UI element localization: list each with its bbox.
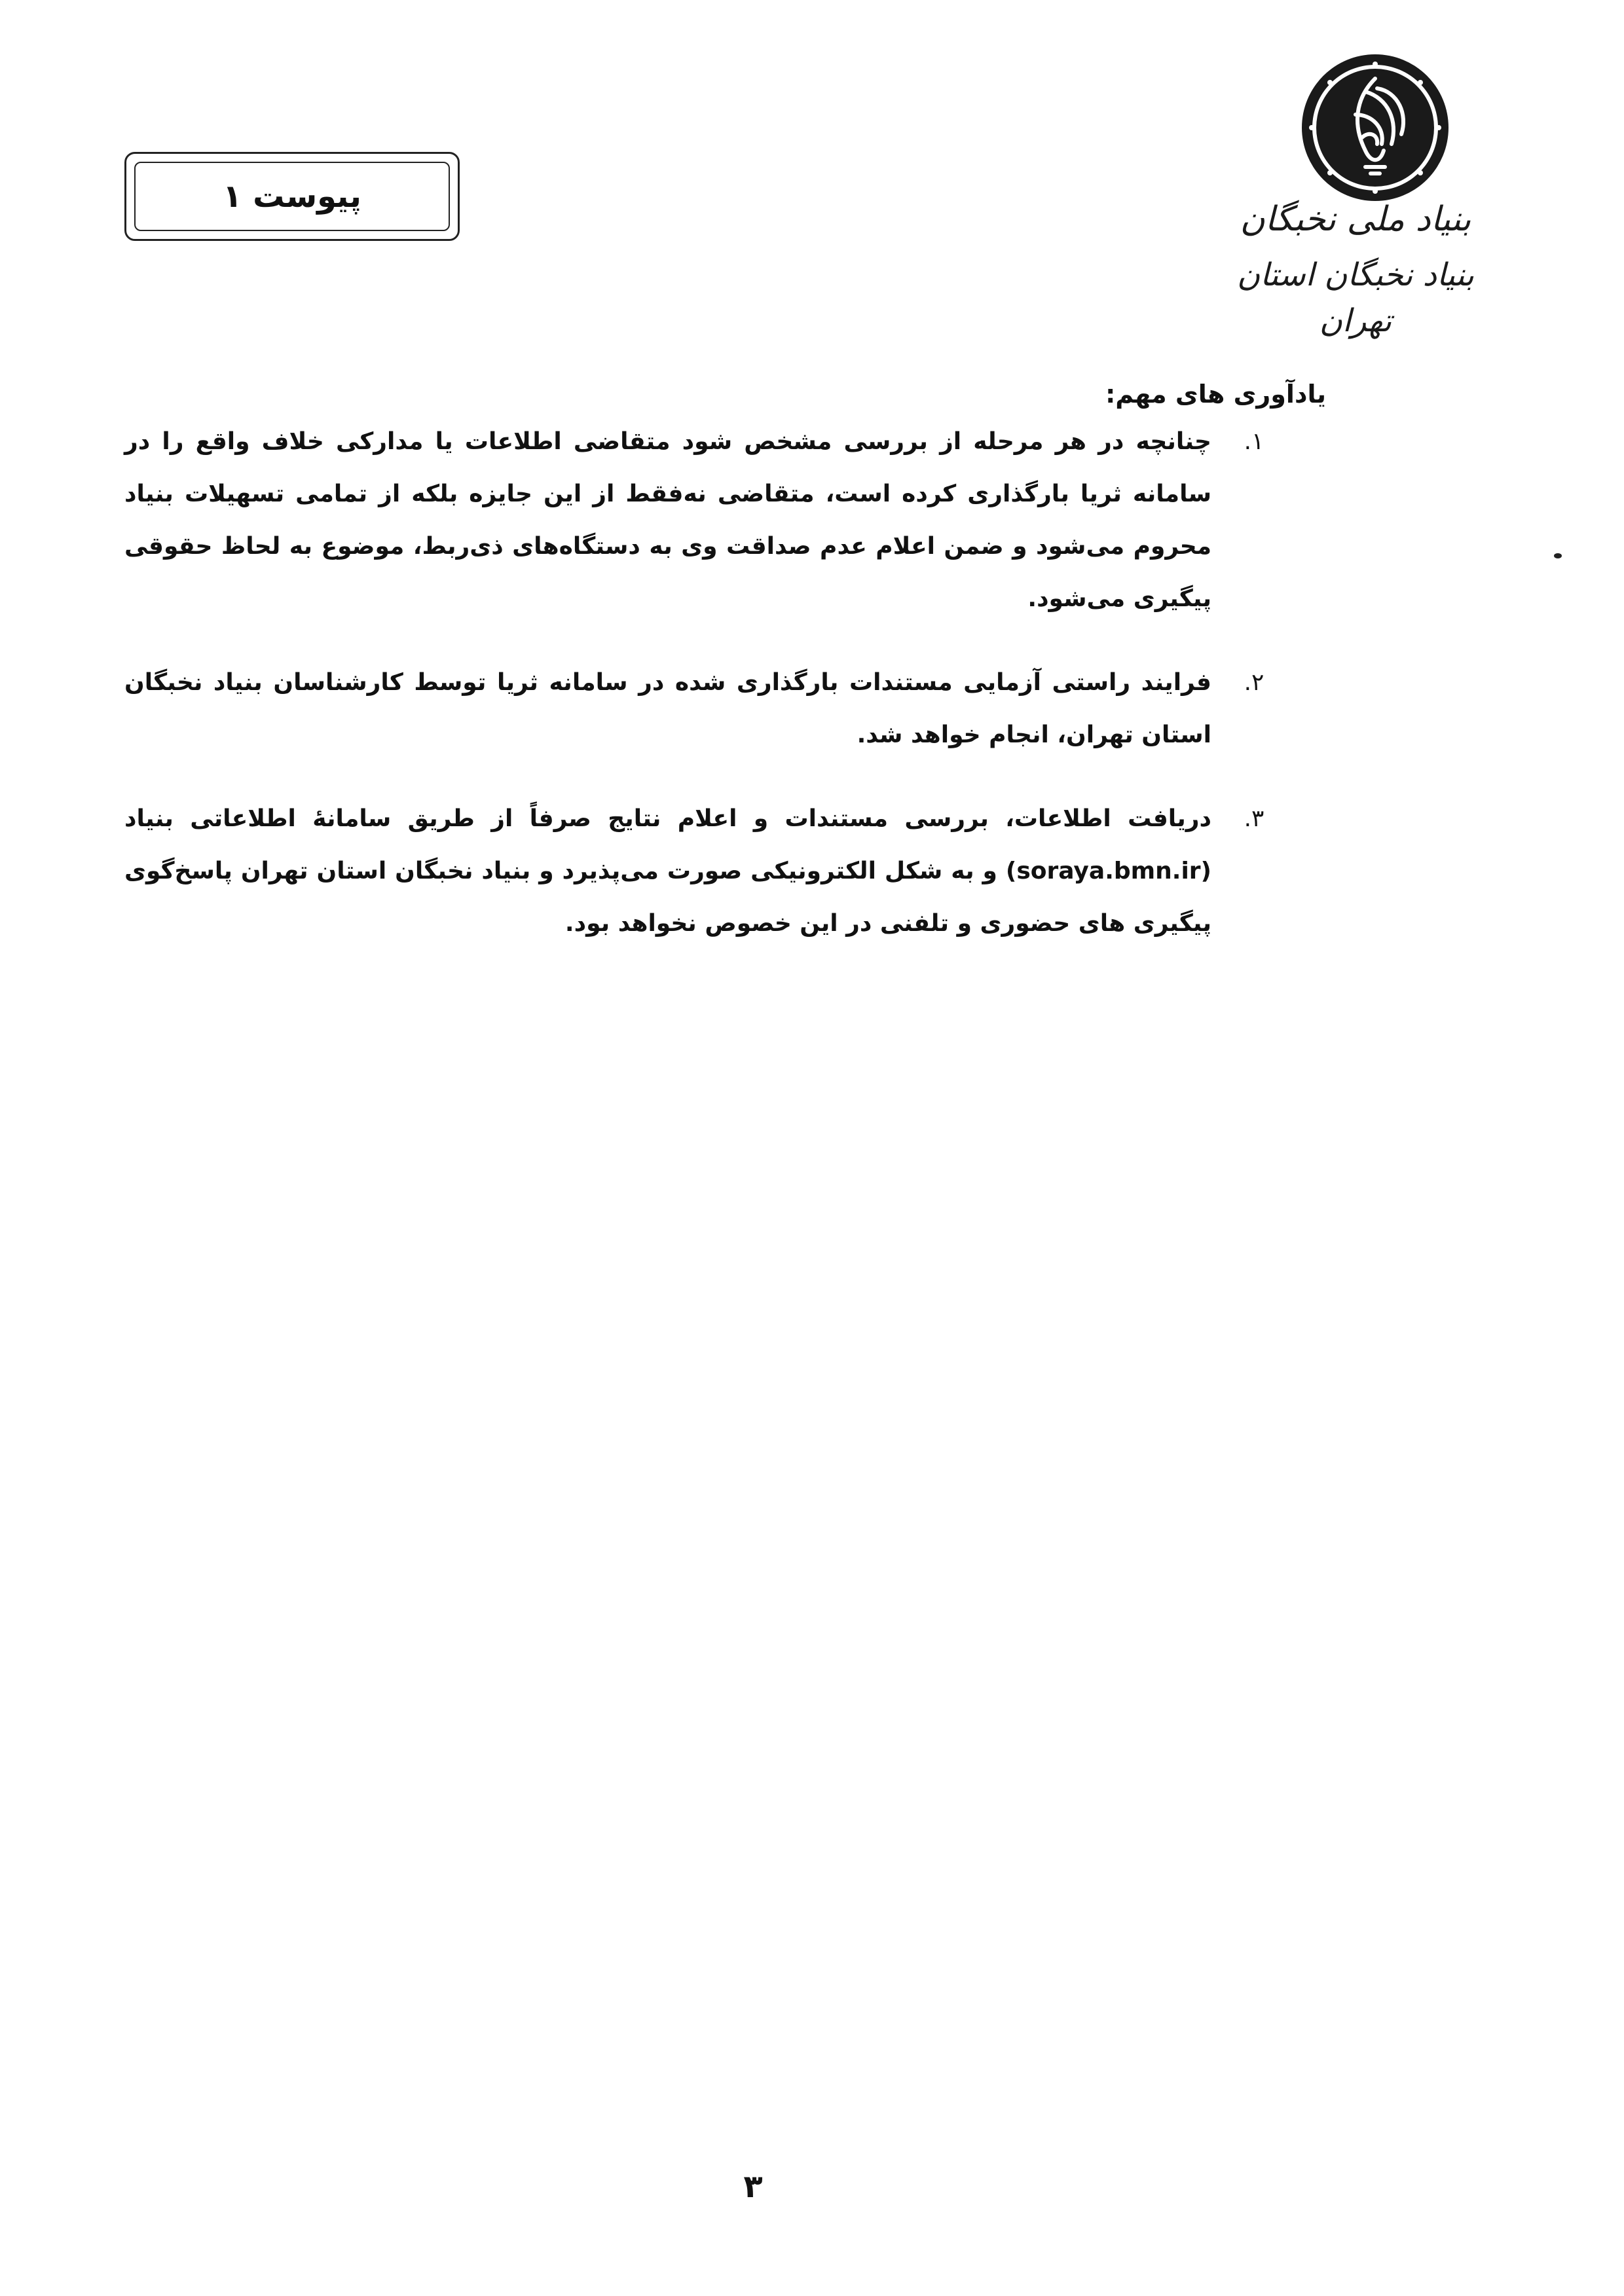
list-item-number: ۲. — [1244, 669, 1264, 696]
list-item-text: دریافت اطلاعات، بررسی مستندات و اعلام نتایج صرفاً از طریق سامانهٔ اطلاعاتی بنیاد (soraya.bmn.ir) و به شکل الکترونیکی صورت می‌پذیرد و بنیاد نخبگان استان تهران پاسخ‌گوی پیگیری های حضوری و تلفنی در این خصوص نخواهد بود. — [124, 805, 1211, 937]
reminders-list — [124, 416, 1277, 950]
scan-mark — [1554, 553, 1562, 558]
organization-subname: بنیاد نخبگان استان تهران — [1237, 257, 1474, 339]
list-item-number: ۱. — [1244, 428, 1264, 455]
list-item-text: فرایند راستی آزمایی مستندات بارگذاری شده در سامانه ثریا توسط کارشناسان بنیاد نخبگان استان تهران، انجام خواهد شد. — [124, 669, 1211, 748]
attachment-label-frame — [134, 162, 450, 231]
list-item-text: چنانچه در هر مرحله از بررسی مشخص شود متقاضی اطلاعات یا مدارکی خلاف واقع را در سامانه ثریا بارگذاری کرده است، متقاضی نه‌فقط از این جایزه بلکه از تمامی تسهیلات بنیاد محروم می‌شود و ضمن اعلام عدم صداقت وی به دستگاه‌های ذی‌ربط، موضوع به لحاظ حقوقی پیگیری می‌شود. — [124, 428, 1211, 612]
reminders-heading: یادآوری های مهم: — [1105, 380, 1326, 409]
page-number: ۳ — [743, 2168, 763, 2205]
list-item — [124, 416, 1277, 625]
list-item — [124, 793, 1277, 950]
attachment-label: پیوست ۱ — [223, 178, 361, 215]
organization-name: بنیاد ملی نخبگان — [1240, 200, 1471, 239]
foundation-emblem-icon — [1300, 52, 1450, 203]
list-item — [124, 657, 1277, 761]
list-item-number: ۳. — [1244, 805, 1264, 832]
attachment-label-box — [124, 152, 460, 241]
